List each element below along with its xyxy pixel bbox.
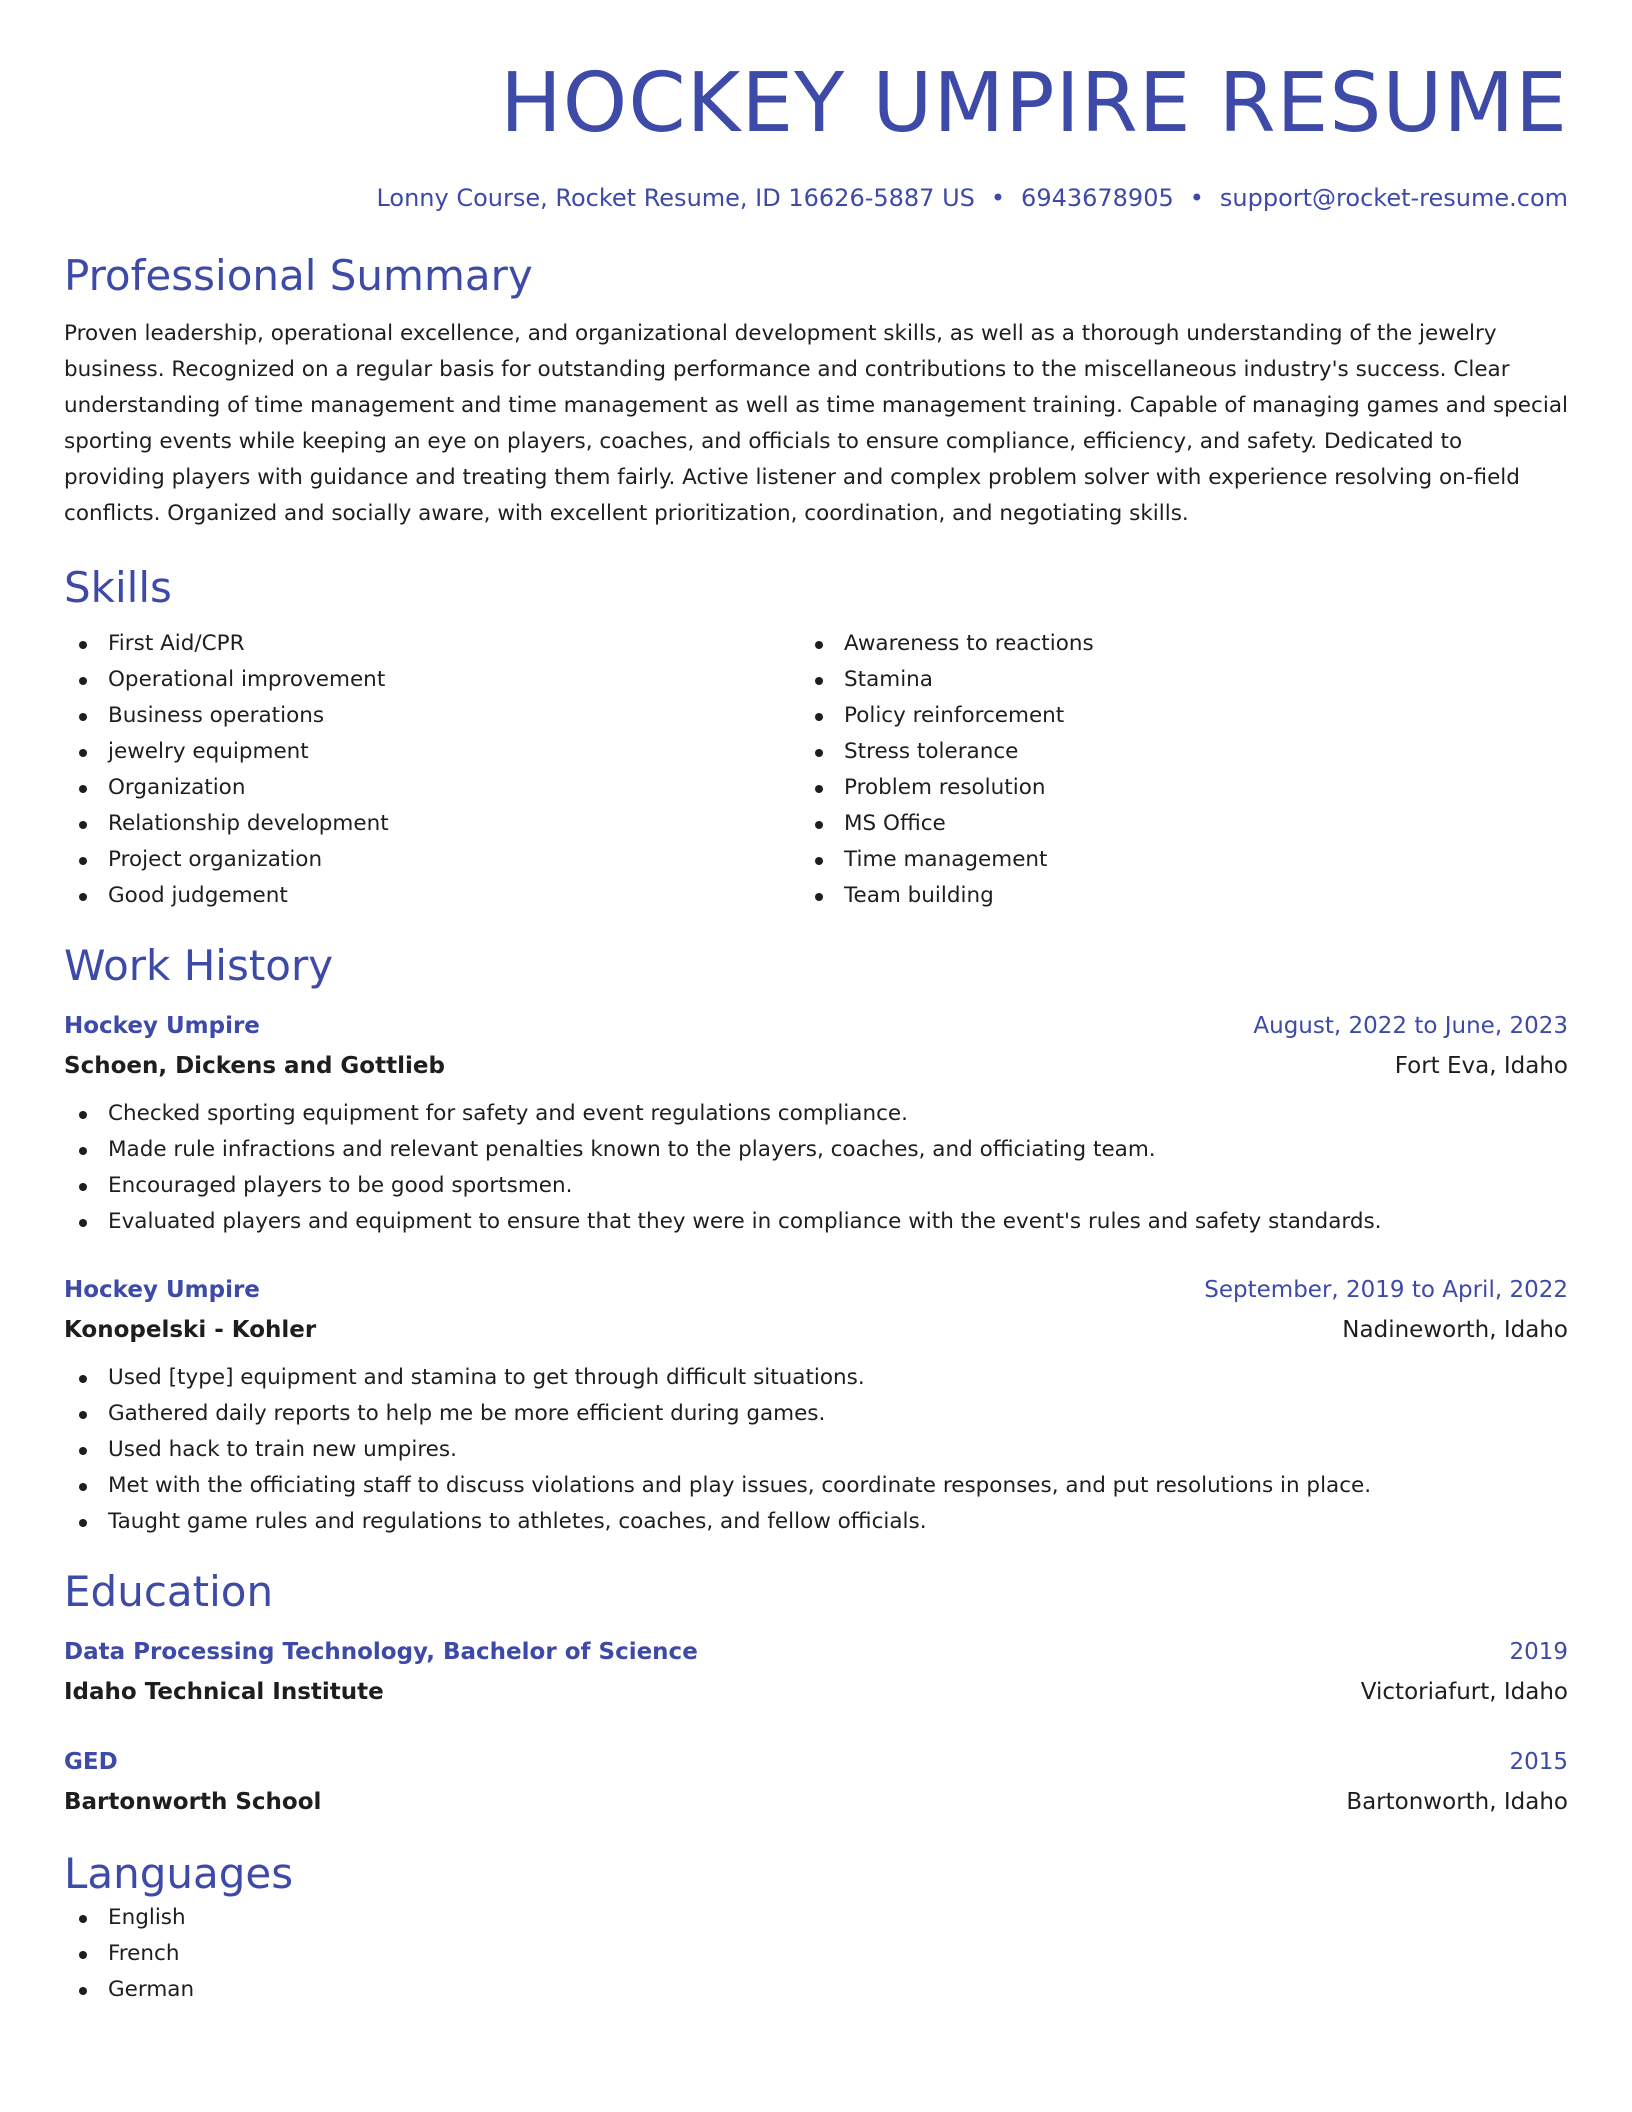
job-entry — [64, 1270, 1568, 1540]
bullet-dot — [79, 1447, 87, 1455]
degree-title: Data Processing Technology, Bachelor of Science — [64, 1639, 698, 1665]
job-dates: September, 2019 to April, 2022 — [1204, 1277, 1568, 1303]
skills-list-left — [64, 626, 800, 914]
bullet-dot — [79, 821, 87, 829]
school-row — [64, 1782, 1568, 1822]
bullet-dot — [79, 1219, 87, 1227]
school-row — [64, 1672, 1568, 1712]
contact-line — [64, 182, 1568, 214]
bullet-dot — [815, 785, 823, 793]
degree-year: 2019 — [1509, 1639, 1568, 1665]
bullet-dot — [79, 1483, 87, 1491]
bullet-dot — [79, 1951, 87, 1959]
duty-item — [64, 1504, 1568, 1540]
skill-label: jewelry equipment — [108, 739, 309, 764]
skill-label: Operational improvement — [108, 667, 386, 692]
job-title: Hockey Umpire — [64, 1277, 260, 1303]
languages-section — [64, 1848, 1568, 2008]
duty-text: Checked sporting equipment for safety and event regulations compliance. — [108, 1101, 908, 1126]
duty-text: Gathered daily reports to help me be more efficient during games. — [108, 1401, 826, 1426]
school-location: Victoriafurt, Idaho — [1360, 1679, 1568, 1705]
skill-item — [800, 770, 1536, 806]
skills-list-right — [800, 626, 1536, 914]
resume-title: HOCKEY UMPIRE RESUME — [500, 56, 1568, 151]
skill-item — [800, 626, 1536, 662]
bullet-dot — [79, 857, 87, 865]
skill-label: Policy reinforcement — [844, 703, 1065, 728]
bullet-dot — [79, 1111, 87, 1119]
job-company-row — [64, 1310, 1568, 1350]
bullet-dot — [79, 1147, 87, 1155]
skill-label: Business operations — [108, 703, 325, 728]
skill-label: Team building — [844, 883, 994, 908]
job-duties — [64, 1360, 1568, 1540]
work-history-section — [64, 940, 1568, 1540]
resume-header — [64, 0, 1568, 214]
skill-item — [800, 842, 1536, 878]
summary-section — [64, 250, 1568, 532]
bullet-dot — [79, 713, 87, 721]
bullet-dot — [815, 893, 823, 901]
language-label: French — [108, 1941, 180, 1966]
duty-item — [64, 1204, 1568, 1240]
languages-list — [64, 1900, 1568, 2008]
bullet-dot — [815, 749, 823, 757]
skills-heading: Skills — [64, 563, 172, 612]
job-company: Schoen, Dickens and Gottlieb — [64, 1053, 445, 1079]
bullet-dot — [79, 1915, 87, 1923]
duty-item — [64, 1096, 1568, 1132]
job-dates: August, 2022 to June, 2023 — [1253, 1013, 1568, 1039]
skill-label: Stamina — [844, 667, 933, 692]
job-company-row — [64, 1046, 1568, 1086]
skill-item — [64, 662, 800, 698]
duty-item — [64, 1396, 1568, 1432]
skill-label: Relationship development — [108, 811, 389, 836]
duty-text: Used hack to train new umpires. — [108, 1437, 457, 1462]
degree-year: 2015 — [1509, 1749, 1568, 1775]
education-heading: Education — [64, 1567, 274, 1616]
job-title-row — [64, 1270, 1568, 1310]
bullet-dot — [79, 641, 87, 649]
bullet-dot — [815, 821, 823, 829]
skill-item — [64, 734, 800, 770]
language-item — [64, 1900, 1568, 1936]
contact-separator: • — [1189, 184, 1204, 212]
duty-item — [64, 1468, 1568, 1504]
bullet-dot — [79, 749, 87, 757]
duty-text: Met with the officiating staff to discuss violations and play issues, coordinate responses, and put resolutions in place. — [108, 1473, 1372, 1498]
skill-label: Good judgement — [108, 883, 288, 908]
bullet-dot — [79, 893, 87, 901]
skill-item — [64, 806, 800, 842]
skill-item — [64, 626, 800, 662]
bullet-dot — [815, 677, 823, 685]
skill-item — [800, 734, 1536, 770]
skill-item — [64, 770, 800, 806]
skill-item — [64, 698, 800, 734]
duty-text: Used [type] equipment and stamina to get through difficult situations. — [108, 1365, 865, 1390]
duty-text: Taught game rules and regulations to athletes, coaches, and fellow officials. — [108, 1509, 927, 1534]
skill-label: Project organization — [108, 847, 323, 872]
job-location: Fort Eva, Idaho — [1394, 1053, 1568, 1079]
contact-separator: • — [990, 184, 1006, 212]
language-item — [64, 1972, 1568, 2008]
contact-phone: 6943678905 — [1021, 184, 1174, 212]
bullet-dot — [79, 1411, 87, 1419]
skill-item — [800, 878, 1536, 914]
summary-text: Proven leadership, operational excellence, and organizational development skills, as well as a thorough understanding of the jewelry business. Recognized on a regular basis for outstanding performance and contributions to the miscellaneous industry's success. Clear understanding of time management and time management as well as time management training. Capable of managing games and special sporting events while keeping an eye on players, coaches, and officials to ensure compliance, efficiency, and safety. Dedicated to providing players with guidance and treating them fairly. Active listener and complex problem solver with experience resolving on-field conflicts. Organized and socially aware, with excellent prioritization, coordination, and negotiating skills. — [64, 321, 1568, 526]
bullet-dot — [79, 1987, 87, 1995]
skills-section — [64, 562, 1568, 914]
skill-item — [800, 698, 1536, 734]
bullet-dot — [815, 641, 823, 649]
language-label: English — [108, 1905, 186, 1930]
bullet-dot — [79, 1519, 87, 1527]
duty-item — [64, 1432, 1568, 1468]
job-entry — [64, 1006, 1568, 1240]
skill-item — [64, 842, 800, 878]
skill-label: Time management — [844, 847, 1048, 872]
duty-text: Encouraged players to be good sportsmen. — [108, 1173, 573, 1198]
skill-label: MS Office — [844, 811, 946, 836]
bullet-dot — [79, 677, 87, 685]
language-item — [64, 1936, 1568, 1972]
bullet-dot — [815, 857, 823, 865]
school-name: Idaho Technical Institute — [64, 1679, 384, 1705]
skill-item — [64, 878, 800, 914]
contact-address: Lonny Course, Rocket Resume, ID 16626-5887 US — [376, 184, 975, 212]
language-label: German — [108, 1977, 195, 2002]
job-duties — [64, 1096, 1568, 1240]
work-history-heading: Work History — [64, 941, 334, 990]
school-location: Bartonworth, Idaho — [1346, 1789, 1568, 1815]
skills-columns — [64, 626, 1568, 914]
skill-label: First Aid/CPR — [108, 631, 245, 656]
skill-label: Stress tolerance — [844, 739, 1019, 764]
education-section — [64, 1566, 1568, 1822]
bullet-dot — [79, 785, 87, 793]
bullet-dot — [79, 1375, 87, 1383]
education-entry — [64, 1632, 1568, 1712]
degree-title: GED — [64, 1749, 118, 1775]
duty-text: Evaluated players and equipment to ensure that they were in compliance with the event's rules and safety standards. — [108, 1209, 1382, 1234]
job-company: Konopelski - Kohler — [64, 1317, 317, 1343]
bullet-dot — [79, 1183, 87, 1191]
job-title-row — [64, 1006, 1568, 1046]
skill-label: Problem resolution — [844, 775, 1046, 800]
skill-item — [800, 806, 1536, 842]
duty-item — [64, 1132, 1568, 1168]
job-title: Hockey Umpire — [64, 1013, 260, 1039]
bullet-dot — [815, 713, 823, 721]
summary-heading: Professional Summary — [64, 251, 533, 300]
education-entry — [64, 1742, 1568, 1822]
degree-row — [64, 1632, 1568, 1672]
duty-item — [64, 1168, 1568, 1204]
languages-heading: Languages — [64, 1849, 294, 1898]
skill-label: Awareness to reactions — [844, 631, 1094, 656]
job-location: Nadineworth, Idaho — [1342, 1317, 1568, 1343]
degree-row — [64, 1742, 1568, 1782]
duty-item — [64, 1360, 1568, 1396]
skill-item — [800, 662, 1536, 698]
duty-text: Made rule infractions and relevant penalties known to the players, coaches, and officiating team. — [108, 1137, 1156, 1162]
school-name: Bartonworth School — [64, 1789, 322, 1815]
contact-email: support@rocket-resume.com — [1219, 184, 1568, 212]
skill-label: Organization — [108, 775, 246, 800]
